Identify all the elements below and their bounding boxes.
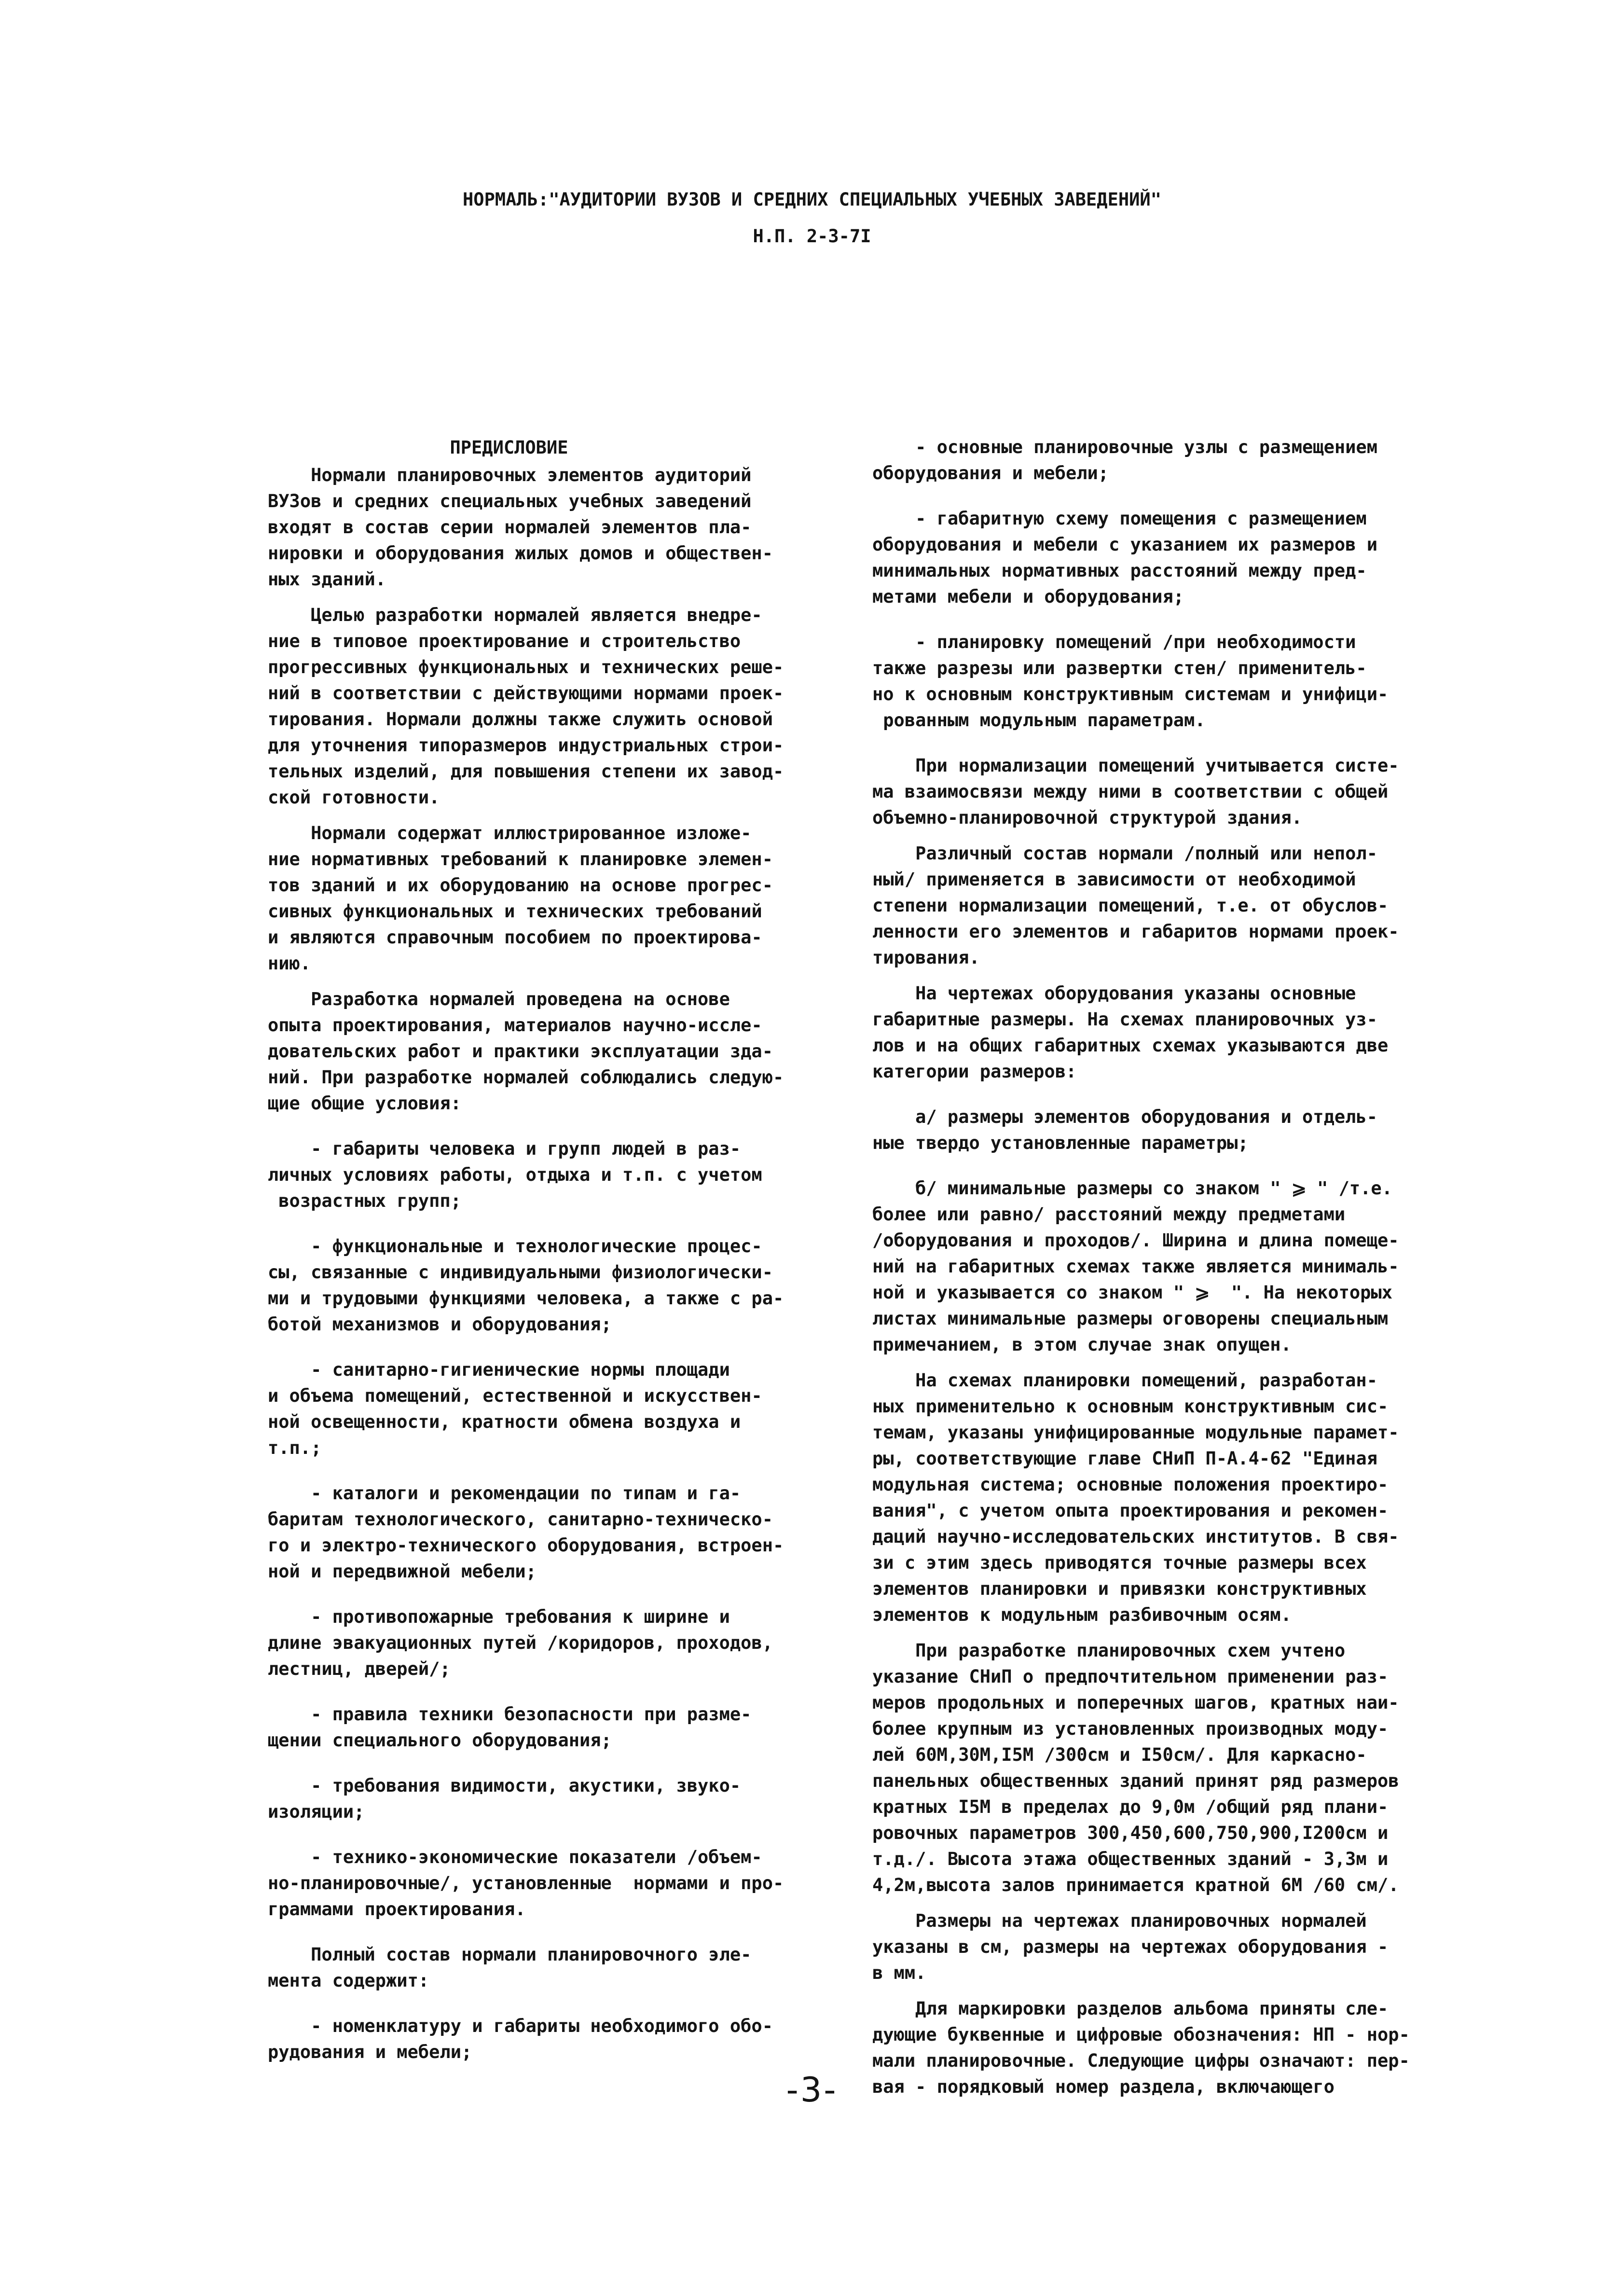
text-line: сивных функциональных и технических требований (268, 901, 762, 922)
text-line: ленности его элементов и габаритов нормами проек- (872, 921, 1399, 942)
text-line: темам, указаны унифицированные модульные парамет- (872, 1422, 1399, 1443)
text-line: меров продольных и поперечных шагов, кратных наи- (872, 1692, 1399, 1713)
text-line: Разработка нормалей проведена на основе (268, 989, 730, 1009)
text-line: листах минимальные размеры оговорены специальным (872, 1308, 1389, 1329)
text-line: минимальных нормативных расстояний между пред- (872, 560, 1367, 581)
paragraph (872, 506, 1377, 610)
text-line: длине эвакуационных путей /коридоров, проходов, (268, 1632, 773, 1653)
paragraph (268, 1844, 784, 1922)
text-line: даций научно-исследовательских институтов. В свя- (872, 1526, 1399, 1547)
text-line: На чертежах оборудования указаны основные (872, 983, 1356, 1004)
paragraph (268, 1357, 770, 1461)
text-line: ный/ применяется в зависимости от необходимой (872, 869, 1356, 890)
text-line: ных применительно к основным конструктивным сис- (872, 1396, 1389, 1417)
text-line: ных зданий. (268, 569, 386, 590)
paragraph (268, 1701, 770, 1754)
text-line: - габаритную схему помещения с размещением (872, 508, 1367, 529)
text-line: лестниц, дверей/; (268, 1658, 451, 1679)
text-line: оборудования и мебели; (872, 463, 1109, 484)
text-line: элементов к модульным разбивочным осям. (872, 1604, 1292, 1625)
text-line: - планировку помещений /при необходимости (872, 632, 1356, 652)
text-line: - противопожарные требования к ширине и (268, 1606, 730, 1627)
text-line: элементов планировки и привязки конструктивных (872, 1578, 1367, 1599)
text-line: Нормали содержат иллюстрированное изложе- (268, 823, 752, 843)
paragraph (872, 1908, 1389, 1986)
paragraph (872, 1638, 1399, 1898)
paragraph (268, 2013, 773, 2065)
text-line: лей 60М,30М,I5М /300см и I50см/. Для каркасно- (872, 1744, 1367, 1765)
text-line: более или равно/ расстояний между предметами (872, 1204, 1346, 1225)
paragraph (872, 841, 1399, 971)
text-line: - технико-экономические показатели /объем- (268, 1847, 762, 1867)
text-line: для уточнения типоразмеров индустриальных строи- (268, 735, 784, 756)
text-line: При разработке планировочных схем учтено (872, 1640, 1346, 1661)
text-line: ний на габаритных схемах также является минималь- (872, 1256, 1399, 1277)
paragraph (872, 434, 1377, 486)
text-line: ние нормативных требований к планировке элемен- (268, 849, 773, 870)
text-line: нировки и оборудования жилых домов и обществен- (268, 543, 773, 564)
text-line: но-планировочные/, установленные нормами и про- (268, 1873, 784, 1893)
text-line: - требования видимости, акустики, звуко- (268, 1775, 741, 1796)
text-line: степени нормализации помещений, т.е. от обуслов- (872, 895, 1389, 916)
text-line: опыта проектирования, материалов научно-иссле- (268, 1015, 762, 1036)
text-line: При нормализации помещений учитывается систе- (872, 755, 1399, 776)
text-line: возрастных групп; (268, 1190, 461, 1211)
text-line: тов зданий и их оборудованию на основе прогрес- (268, 875, 773, 896)
text-line: оборудования и мебели с указанием их размеров и (872, 534, 1377, 555)
text-line: в мм. (872, 1962, 926, 1983)
text-line: Нормали планировочных элементов аудиторий (268, 465, 752, 485)
text-line: ми и трудовыми функциями человека, а также с ра- (268, 1288, 784, 1309)
text-line: примечанием, в этом случае знак опущен. (872, 1334, 1292, 1355)
text-line: тирования. Нормали должны также служить основой (268, 709, 773, 730)
paragraph (268, 462, 773, 593)
text-line: ма взаимосвязи между ними в соответствии с общей (872, 781, 1389, 802)
text-line: щие общие условия: (268, 1093, 461, 1114)
right-column-body (872, 434, 1410, 2100)
paragraph (872, 753, 1399, 831)
text-line: т.п.; (268, 1437, 322, 1458)
text-line: граммами проектирования. (268, 1899, 526, 1920)
paragraph (268, 1604, 773, 1682)
text-line: - функциональные и технологические процес- (268, 1236, 762, 1257)
text-line: указаны в см, размеры на чертежах оборудования - (872, 1936, 1389, 1957)
text-line: Размеры на чертежах планировочных нормалей (872, 1910, 1367, 1931)
text-line: ры, соответствующие главе СНиП П-А.4-62 "Единая (872, 1448, 1377, 1469)
text-line: а/ размеры элементов оборудования и отдель- (872, 1106, 1377, 1127)
text-line: б/ минимальные размеры со знаком " ⩾ " /т.е. (872, 1178, 1392, 1199)
paragraph (268, 602, 784, 811)
text-line: ВУЗов и средних специальных учебных заведений (268, 491, 752, 511)
text-line: щении специального оборудования; (268, 1730, 612, 1751)
text-line: изоляции; (268, 1801, 365, 1822)
text-line: зи с этим здесь приводятся точные размеры всех (872, 1552, 1367, 1573)
text-line: лов и на общих габаритных схемах указываются две (872, 1035, 1389, 1056)
text-line: Различный состав нормали /полный или непол- (872, 843, 1377, 864)
text-line: вая - порядковый номер раздела, включающего (872, 2076, 1335, 2097)
paragraph (872, 1368, 1399, 1628)
paragraph (872, 1175, 1399, 1358)
text-line: Полный состав нормали планировочного эле- (268, 1944, 752, 1965)
text-line: ний в соответствии с действующими нормами проек- (268, 683, 784, 704)
text-line: довательских работ и практики эксплуатации зда- (268, 1041, 773, 1062)
text-line: более крупным из установленных производных моду- (872, 1718, 1389, 1739)
paragraph (268, 1773, 770, 1825)
section-heading: ПРЕДИСЛОВИЕ (450, 437, 568, 458)
paragraph (872, 629, 1389, 733)
text-line: ской готовности. (268, 787, 440, 808)
paragraph (872, 1104, 1377, 1156)
text-line: ной и передвижной мебели; (268, 1561, 537, 1582)
text-line: нию. (268, 953, 311, 974)
paragraph (872, 981, 1389, 1085)
text-line: - санитарно-гигиенические нормы площади (268, 1359, 730, 1380)
text-line: - габариты человека и групп людей в раз- (268, 1138, 741, 1159)
text-line: тельных изделий, для повышения степени их завод- (268, 761, 784, 782)
text-line: - правила техники безопасности при разме- (268, 1704, 752, 1725)
paragraph (268, 1136, 770, 1214)
text-line: прогрессивных функциональных и технических реше- (268, 657, 784, 677)
right-column (872, 434, 1410, 2110)
text-line: ные твердо установленные параметры; (872, 1133, 1249, 1153)
text-line: ние в типовое проектирование и строительство (268, 631, 741, 651)
text-line: - основные планировочные узлы с размещением (872, 437, 1377, 457)
text-line: и являются справочным пособием по проектирова- (268, 927, 762, 948)
text-line: тирования. (872, 947, 980, 968)
text-line: входят в состав серии нормалей элементов пла- (268, 517, 752, 538)
text-line: сы, связанные с индивидуальными физиологически- (268, 1262, 773, 1283)
paragraph (268, 1233, 784, 1338)
page-number: -3- (786, 2070, 838, 2110)
text-line: вания", с учетом опыта проектирования и рекомен- (872, 1500, 1389, 1521)
text-line: - каталоги и рекомендации по типам и га- (268, 1483, 741, 1504)
text-line: дующие буквенные и цифровые обозначения: НП - нор- (872, 2024, 1410, 2045)
paragraph (268, 986, 784, 1117)
text-line: баритам технологического, санитарно-техническо- (268, 1509, 773, 1530)
left-column (268, 434, 784, 2075)
text-line: также разрезы или развертки стен/ применитель- (872, 658, 1367, 678)
left-column-body (268, 462, 784, 2065)
text-line: ровочных параметров 300,450,600,750,900,I200см и (872, 1823, 1389, 1843)
document-title: НОРМАЛЬ:"АУДИТОРИИ ВУЗОВ И СРЕДНИХ СПЕЦИАЛЬНЫХ УЧЕБНЫХ ЗАВЕДЕНИЙ" (463, 189, 1161, 210)
text-line: - номенклатуру и габариты необходимого обо- (268, 2016, 773, 2036)
text-line: На схемах планировки помещений, разработан- (872, 1370, 1377, 1391)
text-line: модульная система; основные положения проектиро- (872, 1474, 1389, 1495)
text-line: мента содержит: (268, 1970, 429, 1991)
text-line: Для маркировки разделов альбома приняты сле- (872, 1998, 1389, 2019)
text-line: ботой механизмов и оборудования; (268, 1314, 612, 1335)
text-line: го и электро-технического оборудования, встроен- (268, 1535, 784, 1556)
text-line: т.д./. Высота этажа общественных зданий - 3,3м и (872, 1849, 1389, 1869)
text-line: Целью разработки нормалей является внедре- (268, 605, 762, 625)
text-line: кратных I5М в пределах до 9,0м /общий ряд плани- (872, 1796, 1389, 1817)
text-line: 4,2м,высота залов принимается кратной 6М /60 см/. (872, 1875, 1399, 1895)
text-line: указание СНиП о предпочтительном применении раз- (872, 1666, 1389, 1687)
text-line: рудования и мебели; (268, 2042, 472, 2062)
text-line: панельных общественных зданий принят ряд размеров (872, 1770, 1399, 1791)
text-line: ной освещенности, кратности обмена воздуха и (268, 1411, 741, 1432)
document-code: Н.П. 2-3-7I (753, 226, 871, 247)
text-line: ной и указывается со знаком " ⩾ ". На некоторых (872, 1282, 1392, 1303)
paragraph (268, 820, 773, 977)
text-line: рованным модульным параметрам. (872, 710, 1206, 731)
paragraph (268, 1480, 784, 1585)
text-line: ний. При разработке нормалей соблюдались следую- (268, 1067, 784, 1088)
text-line: категории размеров: (872, 1061, 1077, 1082)
text-line: габаритные размеры. На схемах планировочных уз- (872, 1009, 1377, 1030)
text-line: мали планировочные. Следующие цифры означают: пер- (872, 2050, 1410, 2071)
paragraph (268, 1942, 770, 1994)
text-line: объемно-планировочной структурой здания. (872, 807, 1303, 828)
text-line: но к основным конструктивным системам и унифици- (872, 684, 1389, 705)
text-line: личных условиях работы, отдыха и т.п. с учетом (268, 1164, 762, 1185)
text-line: метами мебели и оборудования; (872, 586, 1184, 607)
text-line: и объема помещений, естественной и искусствен- (268, 1385, 762, 1406)
text-line: /оборудования и проходов/. Ширина и длина помеще- (872, 1230, 1399, 1251)
